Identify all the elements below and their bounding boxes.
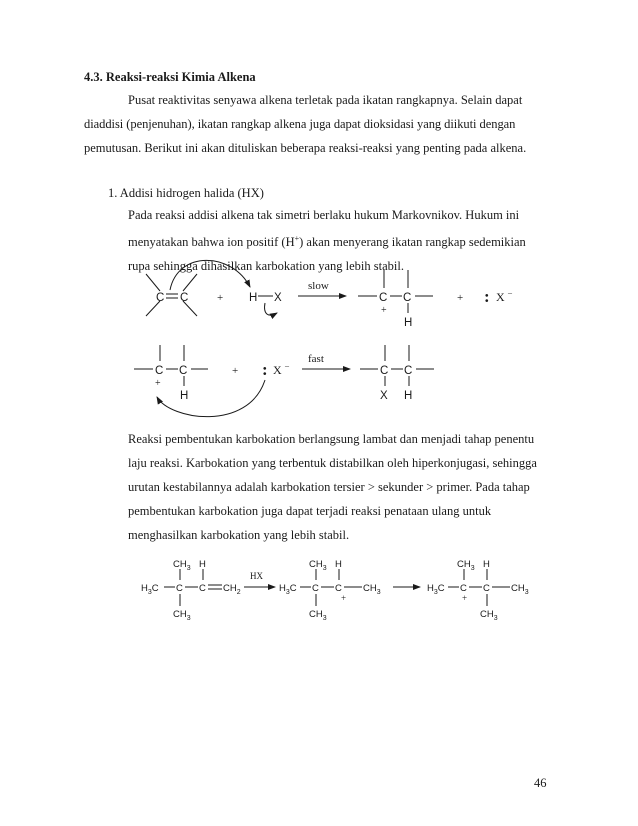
s3-m2-h-top: H [335, 559, 342, 570]
s2-prod-halogen: X [380, 390, 388, 402]
s1-anion-lone-pair: : [484, 287, 490, 306]
s1-carbon-1: C [156, 292, 165, 304]
s1-carbon-2: C [180, 292, 189, 304]
s2-prod-hydrogen: H [404, 390, 413, 402]
intro-line-2: diaddisi (penjenuhan), ikatan rangkap alkena juga dapat dioksidasi yang diikuti dengan [84, 117, 516, 131]
s1-bond-upper-right [183, 274, 197, 291]
s3-m3-h-top: H [483, 559, 490, 570]
s3-m1-c2: C [199, 583, 206, 594]
s2-prod-carbon-2: C [404, 365, 413, 377]
intro-line-1: Pusat reaktivitas senyawa alkena terletak pada ikatan rangkapnya. Selain dapat [128, 93, 523, 107]
s1-anion-charge: – [508, 288, 512, 297]
s2-charge: + [155, 378, 161, 389]
markovnikov-line-1: Pada reaksi addisi alkena tak simetri berlaku hukum Markovnikov. Hukum ini [128, 208, 520, 222]
s1-bond-upper-left [146, 274, 160, 291]
s3-m1-ch2: $CH_2$ [223, 583, 241, 596]
s1-prod-carbon-2: C [403, 292, 412, 304]
s2-plus: + [232, 365, 239, 377]
markovnikov-line-2b: ) akan menyerang ikatan rangkap sedemikian [299, 235, 526, 250]
scheme-2 [134, 345, 434, 417]
s3-m2-ch3-right: $CH_3$ [363, 583, 381, 596]
s1-plus-2: + [457, 292, 464, 304]
karbokation-line-2: laju reaksi. Karbokation yang terbentuk distabilkan oleh hiperkonjugasi, sehingga [128, 456, 537, 470]
section-heading: 4.3. Reaksi-reaksi Kimia Alkena [84, 70, 256, 84]
s1-prod-charge: + [381, 305, 387, 316]
s2-prod-carbon-1: C [380, 365, 389, 377]
scheme-1 [146, 260, 433, 316]
s3-m3-c1: C [460, 583, 467, 594]
s3-m3-ch3-top: $CH_3$ [457, 559, 475, 572]
s3-m1-h-top: H [199, 559, 206, 570]
s3-m1-h3c: $H_3C$ [141, 583, 159, 596]
markovnikov-superscript: + [294, 234, 300, 243]
s1-prod-hydrogen: H [404, 317, 413, 329]
s2-hydrogen: H [180, 390, 189, 402]
s3-m2-ch3-bottom: $CH_3$ [309, 609, 327, 622]
s1-anion-x: X [496, 290, 505, 304]
s1-hydrogen: H [249, 292, 258, 304]
s1-curved-arrow-hx [265, 303, 277, 315]
s2-carbon-2: C [179, 365, 188, 377]
s3-m3-charge: + [462, 593, 468, 603]
s3-m2-charge: + [341, 593, 347, 603]
s3-m2-h3c: $H_3C$ [279, 583, 297, 596]
list-item-addisi-hx: 1. Addisi hidrogen halida (HX) [108, 186, 264, 200]
karbokation-line-3: urutan kestabilannya adalah karbokation tersier > sekunder > primer. Pada tahap [128, 480, 530, 494]
s3-m3-h3c: $H_3C$ [427, 583, 445, 596]
s3-m1-c1: C [176, 583, 183, 594]
s1-curved-arrow-bond-to-h [170, 260, 250, 290]
s2-anion-lone-pair: : [262, 360, 268, 379]
s3-m1-ch3-top: $CH_3$ [173, 559, 191, 572]
s3-m3-ch3-right: $CH_3$ [511, 583, 529, 596]
s3-m3-c2: C [483, 583, 490, 594]
s3-m2-c1: C [312, 583, 319, 594]
s1-halogen: X [274, 292, 282, 304]
s3-m3-ch3-bottom: $CH_3$ [480, 609, 498, 622]
karbokation-line-5: menghasilkan karbokation yang lebih stabil. [128, 528, 350, 542]
s3-m2-c2: C [335, 583, 342, 594]
s2-carbon-1: C [155, 365, 164, 377]
s3-m1-ch3-bottom: $CH_3$ [173, 609, 191, 622]
s2-anion-x: X [273, 363, 282, 377]
markovnikov-line-3: rupa sehingga dihasilkan karbokation yang lebih stabil. [128, 259, 404, 274]
s1-prod-carbon-1: C [379, 292, 388, 304]
s3-m2-ch3-top: $CH_3$ [309, 559, 327, 572]
intro-line-3: pemutusan. Berikut ini akan dituliskan beberapa reaksi-reaksi yang penting pada alkena. [84, 141, 527, 155]
karbokation-line-1: Reaksi pembentukan karbokation berlangsung lambat dan menjadi tahap penentu [128, 432, 535, 446]
s1-slow-label: slow [308, 280, 329, 292]
markovnikov-line-2a: menyatakan bahwa ion positif (H [128, 235, 295, 250]
s2-fast-label: fast [308, 353, 324, 365]
s2-curved-arrow-anion-to-cation [157, 380, 265, 417]
page-number: 46 [534, 776, 547, 790]
karbokation-line-4-text: pembentukan karbokation juga dapat terjadi reaksi penataan ulang untuk [128, 504, 492, 518]
s2-anion-charge: – [285, 361, 289, 370]
s3-reagent-label: HX [250, 571, 263, 581]
s1-plus-1: + [217, 292, 224, 304]
